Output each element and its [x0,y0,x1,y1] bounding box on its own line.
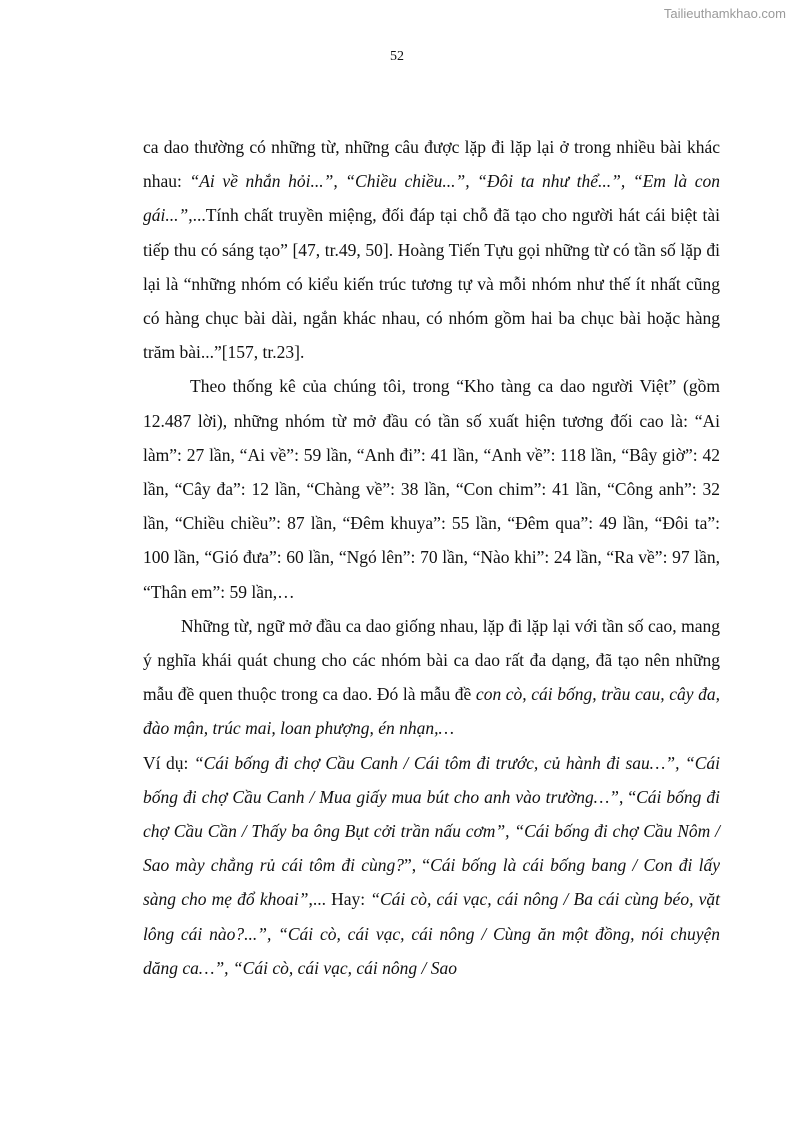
example-sep-3: ,... Hay: [308,889,371,910]
example-quote-4: “Cái cò, cái vạc, cái nông / Ba cái cùng béo, vặt lông cái nào?...”, “Cái cò, cái vạc, cái nông / Cùng ăn một đồng, nói chuyện dăng ca…”, “Cái cò, cái vạc, cái nông / Sao [143,889,720,978]
paragraph-1-text: ca dao thường có những từ, những câu được lặp đi lặp lại ở trong nhiều bài khác nhau: [143,137,720,192]
paragraph-2: Theo thống kê của chúng tôi, trong “Kho tàng ca dao người Việt” (gồm 12.487 lời), những nhóm từ mở đầu có tần số xuất hiện tương đối cao là: “Ai làm”: 27 lần, “Ai về”: 59 lần, “Anh đi”: 41 lần, “Anh về”: 118 lần, “Bây giờ”: 42 lần, “Cây đa”: 12 lần, “Chàng về”: 38 lần, “Con chim”: 41 lần, “Công anh”: 32 lần, “Chiều chiều”: 87 lần, “Đêm khuya”: 55 lần, “Đêm qua”: 49 lần, “Đôi ta”: 100 lần, “Gió đưa”: 60 lần, “Ngó lên”: 70 lần, “Nào khi”: 24 lần, “Ra về”: 97 lần, “Thân em”: 59 lần,… [143,376,720,602]
example-quote-2: Cái bống đi chợ Cầu Cần / Thấy ba ông Bụt cởi trần nấu cơm”, “Cái bống đi chợ Cầu Nôm / Sao mày chẳng rủ cái tôm đi cùng? [143,786,720,876]
document-body [143,130,720,985]
paragraph-1 [143,130,720,369]
example-quote-1: “Cái bống đi chợ Cầu Canh / Cái tôm đi trước, củ hành đi sau…”, “Cái bống đi chợ Cầu Canh / Mua giấy mua bút cho anh vào trường…” [143,752,720,807]
paragraph-3-topics: con cò, cái bống, trầu cau, cây đa, đào mận, trúc mai, loan phượng, én nhạn,… [143,684,721,739]
paragraph-1-text-end: ,...Tính chất truyền miệng, đối đáp tại chỗ đã tạo cho người hát cái biệt tài tiếp thu có sáng tạo” [47, tr.49, 50]. Hoàng Tiến Tựu gọi những từ có tần số lặp đi lại là “những nhóm có kiểu kiến trúc tương tự và mỗi nhóm như thế ít nhất cũng có hàng chục bài dài, ngắn khác nhau, có nhóm gồm hai ba chục bài hoặc hàng trăm bài...”[157, tr.23]. [143,205,720,363]
example-sep-2: ”, “ [403,855,431,876]
paragraph-3-text: Những từ, ngữ mở đầu ca dao giống nhau, lặp đi lặp lại với tần số cao, mang ý nghĩa khái quát chung cho các nhóm bài ca dao rất đa dạng, đã tạo nên những mẫu đề quen thuộc trong ca dao. Đó là mẫu đề [143,615,720,705]
example-label: Ví dụ: [143,752,194,773]
page-number: 52 [390,49,404,64]
example-sep-1: , “ [619,786,637,807]
paragraph-4 [143,746,720,985]
paragraph-1-quote: “Ai về nhắn hỏi...”, “Chiều chiều...”, “Đôi ta như thể...”, “Em là con gái...” [143,171,720,226]
example-quote-3: Cái bống là cái bống bang / Con đi lấy sàng cho mẹ đổ khoai” [143,855,720,910]
watermark: Tailieuthamkhao.com [663,6,786,21]
paragraph-3 [143,609,720,746]
